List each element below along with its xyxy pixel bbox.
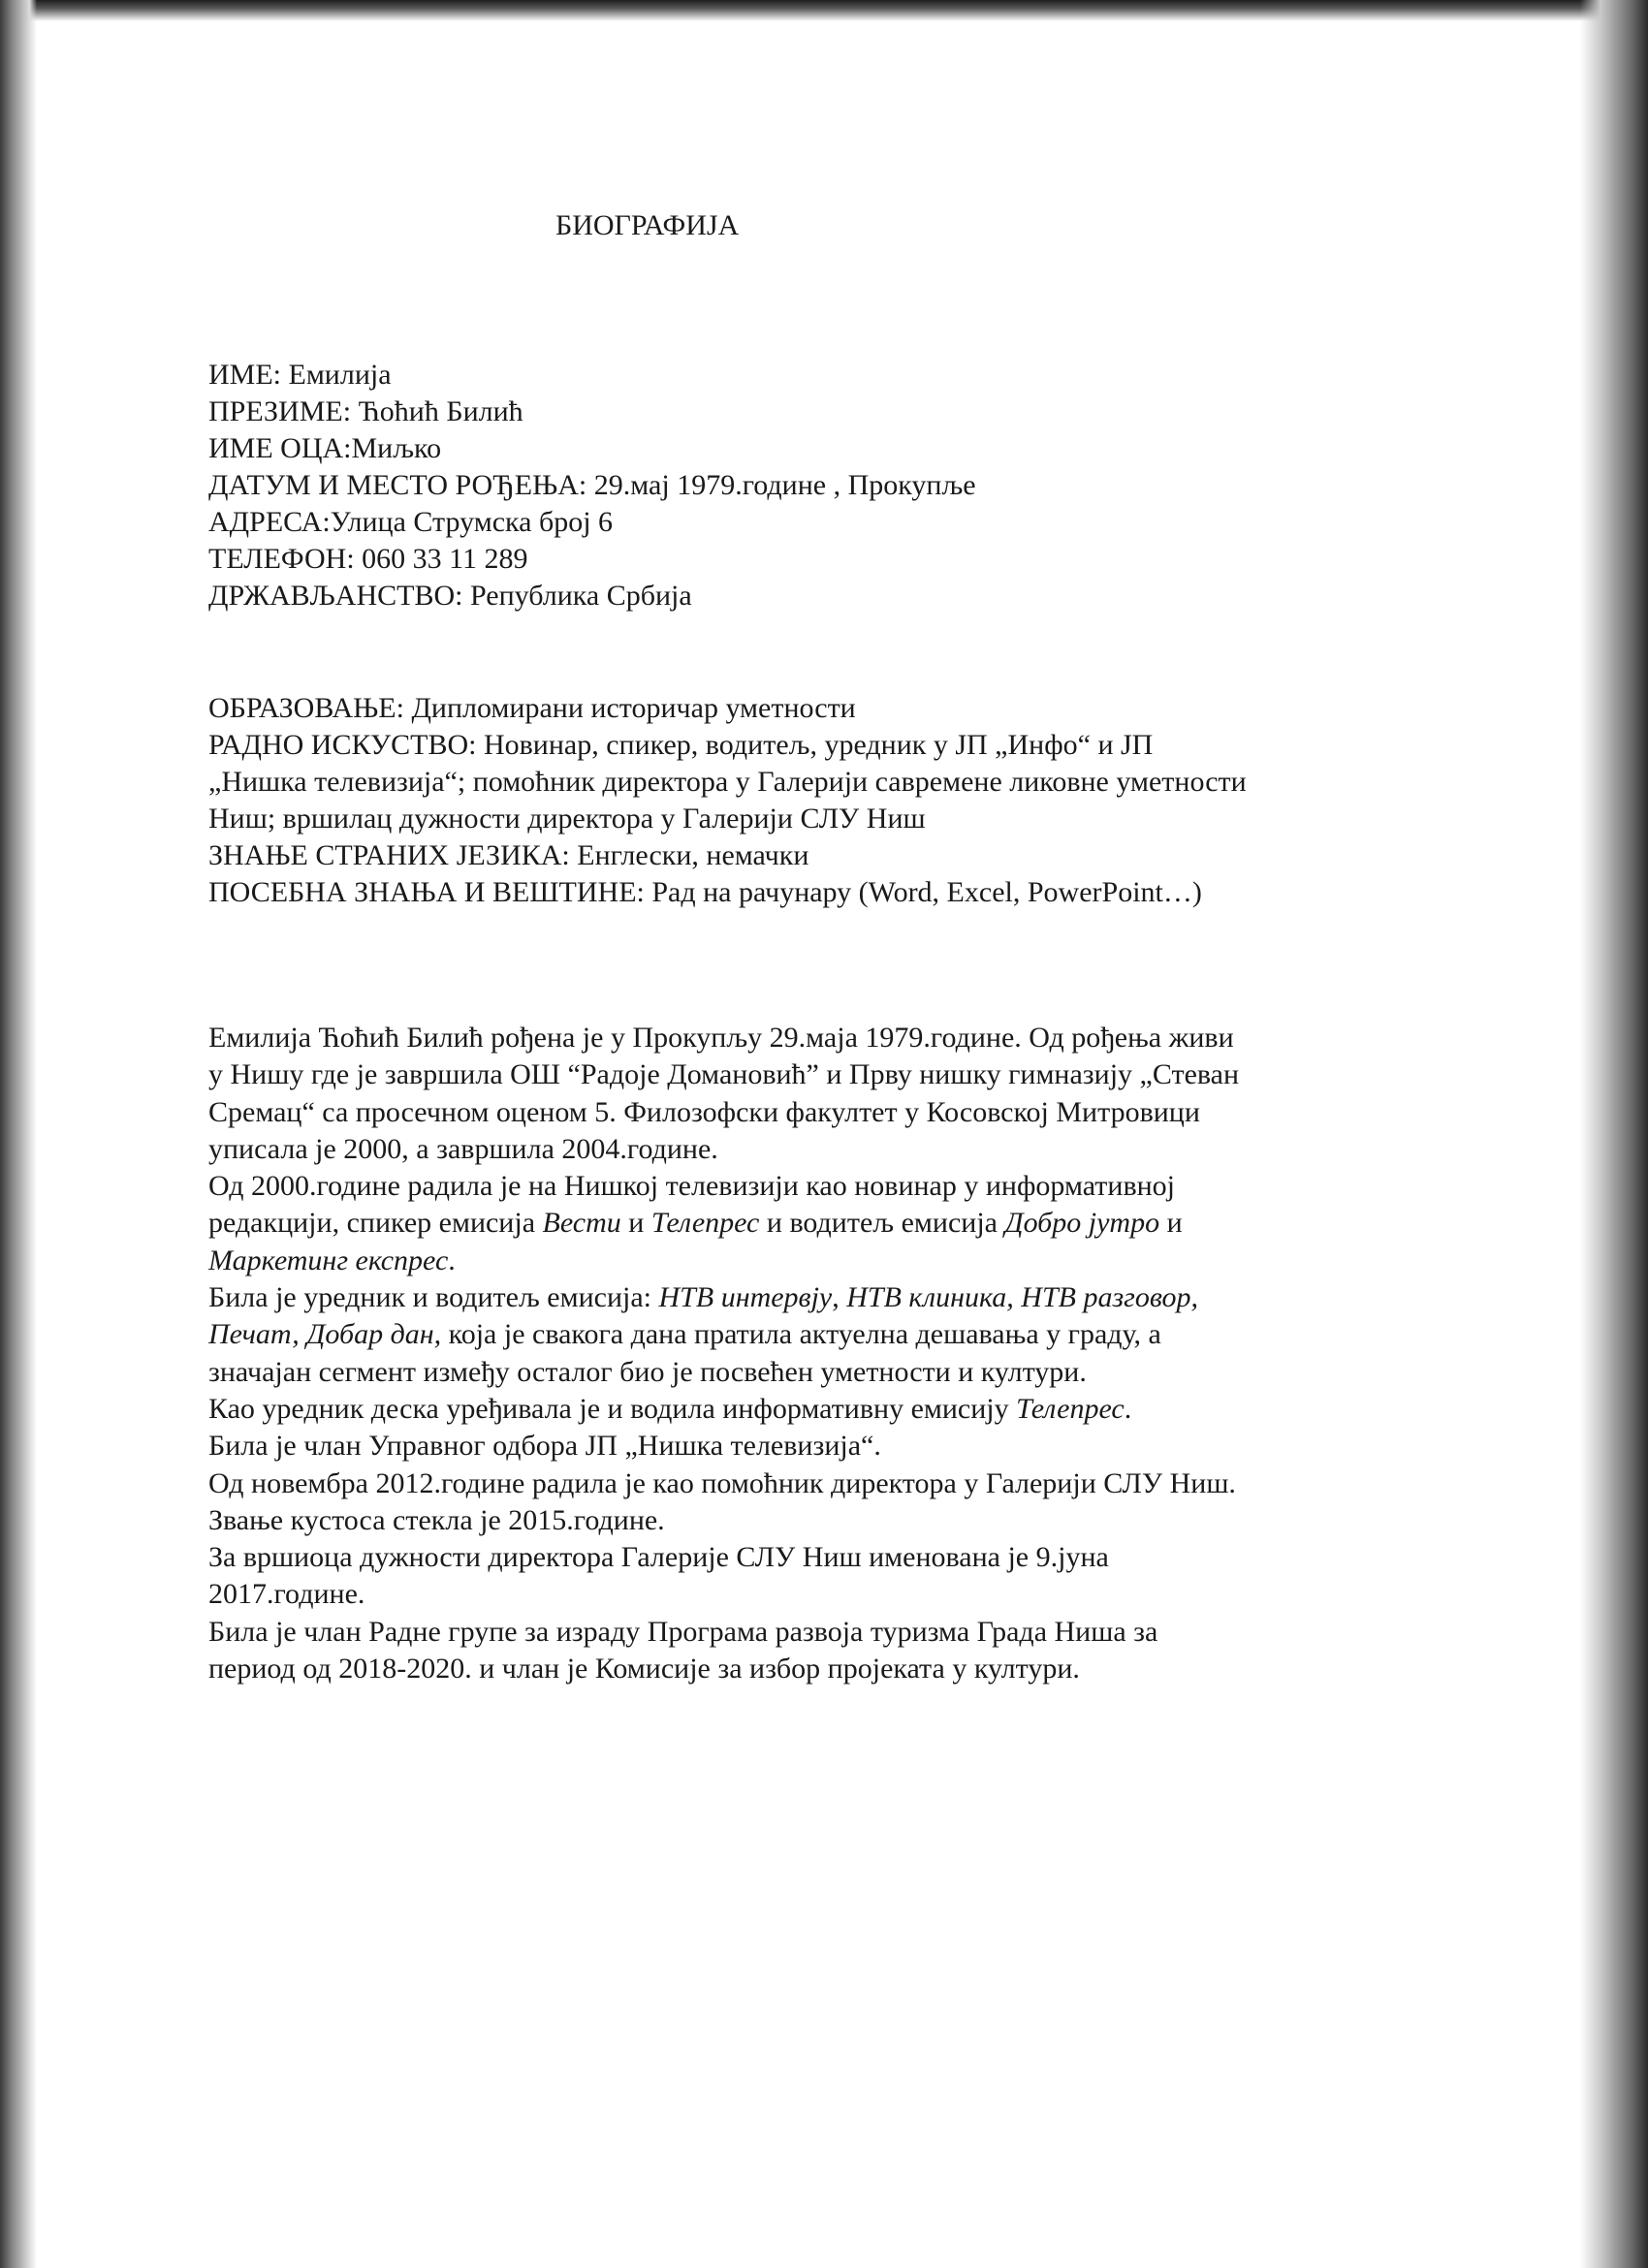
scanner-edge-right xyxy=(1580,0,1648,2268)
bio-line: Била је члан Управног одбора ЈП „Нишка телевизија“. xyxy=(208,1430,881,1463)
bio-text: редакцији, спикер емисија xyxy=(208,1207,543,1240)
bio-line: Емилија Ћоћић Билић рођена је у Прокупљу 29.маја 1979.године. Од рођења живи xyxy=(208,1022,1234,1054)
experience-line-1: РАДНО ИСКУСТВО: Новинар, спикер, водитељ, уредник у ЈП „Инфо“ и ЈП xyxy=(208,729,1154,761)
languages-line: ЗНАЊЕ СТРАНИХ ЈЕЗИКА: Енглески, немачки xyxy=(208,839,809,871)
bio-text: Као уредник деска уређивала је и водила информативну емисију xyxy=(208,1392,1017,1425)
bio-text: која је свакога дана пратила актуелна дешавања у граду, а xyxy=(441,1318,1161,1351)
surname-line: ПРЕЗИМЕ: Ћоћић Билић xyxy=(208,395,523,427)
professional-section xyxy=(208,690,1410,911)
bio-text: Била је уредник и водитељ емисија: xyxy=(208,1281,659,1314)
show-title: Телепрес xyxy=(1016,1392,1125,1425)
experience-line-3: Ниш; вршилац дужности директора у Галерији СЛУ Ниш xyxy=(208,803,926,835)
phone-line: ТЕЛЕФОН: 060 33 11 289 xyxy=(208,543,528,575)
bio-text: и водитељ емисија xyxy=(759,1207,1005,1240)
show-title: Маркетинг експрес xyxy=(208,1244,449,1276)
name-line: ИМЕ: Емилија xyxy=(208,359,392,391)
bio-line xyxy=(208,1205,1410,1242)
bio-line: Била је члан Радне групе за израду Програма развоја туризма Града Ниша за xyxy=(208,1615,1158,1648)
show-title: Добро јутро xyxy=(1004,1207,1160,1240)
bio-line: 2017.године. xyxy=(208,1578,365,1611)
bio-line xyxy=(208,1316,1410,1353)
bio-line: у Нишу где је завршила ОШ “Радоје Домановић” и Прву нишку гимназију „Стеван xyxy=(208,1058,1240,1091)
bio-line: уписала је 2000, а завршила 2004.године. xyxy=(208,1132,718,1165)
experience-line-2: „Нишка телевизија“; помоћник директора у Галерији савремене ликовне уметности xyxy=(208,766,1247,798)
bio-line: За вршиоца дужности директора Галерије СЛУ Ниш именована је 9.јуна xyxy=(208,1541,1109,1574)
bio-line: Од 2000.године радила је на Нишкој телевизији као новинар у информативној xyxy=(208,1170,1176,1203)
education-line: ОБРАЗОВАЊЕ: Дипломирани историчар уметности xyxy=(208,692,856,724)
document-title: БИОГРАФИЈА xyxy=(555,209,740,241)
bio-text: и xyxy=(1159,1207,1183,1240)
scanner-edge-left xyxy=(0,0,37,2268)
bio-line xyxy=(208,1391,1410,1428)
bio-line: значајан сегмент између осталог био је посвећен уметности и култури. xyxy=(208,1355,1087,1388)
show-title: Печат, Добар дан, xyxy=(208,1318,442,1351)
bio-line xyxy=(208,1243,1410,1279)
bio-text: , xyxy=(832,1281,847,1314)
scanner-edge-top xyxy=(0,0,1648,21)
birth-line: ДАТУМ И МЕСТО РОЂЕЊА: 29.мај 1979.године , Прокупље xyxy=(208,469,976,501)
show-title: Телепрес xyxy=(650,1207,760,1240)
bio-line xyxy=(208,1279,1410,1316)
biography-text xyxy=(208,1020,1410,1687)
bio-text: . xyxy=(448,1244,456,1276)
bio-line: Од новембра 2012.године радила је као помоћник директора у Галерији СЛУ Ниш. xyxy=(208,1466,1236,1499)
show-title: НТВ интервју xyxy=(658,1281,833,1314)
bio-line: Звање кустоса стекла је 2015.године. xyxy=(208,1503,665,1536)
skills-line: ПОСЕБНА ЗНАЊА И ВЕШТИНЕ: Рад на рачунару (Word, Excel, PowerPoint…) xyxy=(208,876,1202,908)
father-name-line: ИМЕ ОЦА:Миљко xyxy=(208,432,442,464)
bio-text: и xyxy=(620,1207,651,1240)
address-line: АДРЕСА:Улица Струмска број 6 xyxy=(208,506,614,538)
bio-line: Сремац“ са просечном оценом 5. Филозофски факултет у Косовској Митровици xyxy=(208,1095,1200,1128)
bio-text: . xyxy=(1124,1392,1132,1425)
personal-info-section xyxy=(208,357,1410,614)
show-title: НТВ клиника, НТВ разговор, xyxy=(846,1281,1199,1314)
show-title: Вести xyxy=(542,1207,621,1240)
bio-line: период од 2018-2020. и члан је Комисије за избор пројеката у култури. xyxy=(208,1653,1080,1685)
citizenship-line: ДРЖАВЉАНСТВО: Република Србија xyxy=(208,580,692,612)
